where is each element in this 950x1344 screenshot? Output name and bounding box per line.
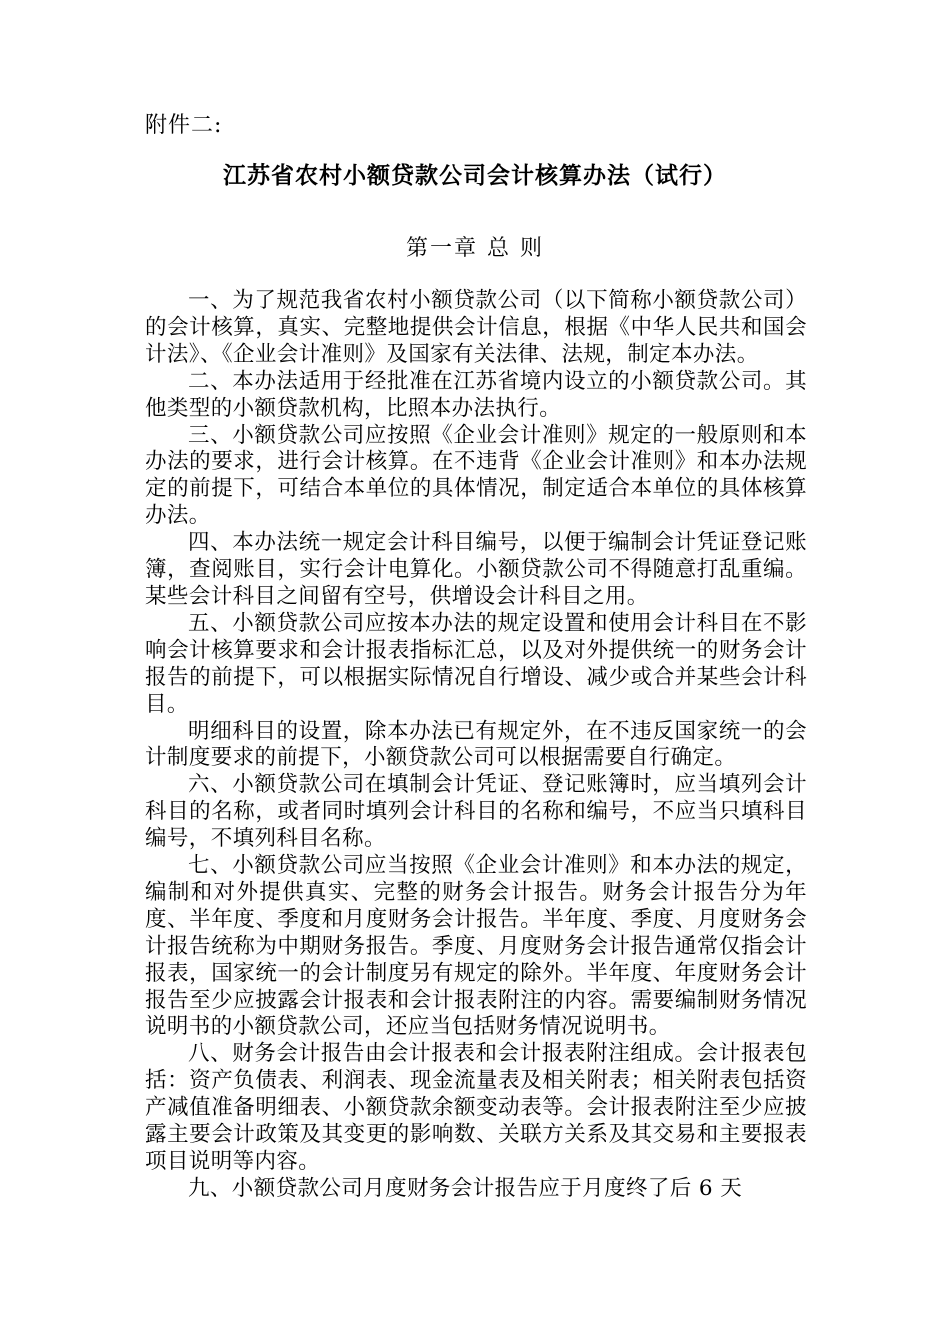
article-5-paragraph: 五、小额贷款公司应按本办法的规定设置和使用会计科目在不影响会计核算要求和会计报表指标汇总，以及对外提供统一的财务会计报告的前提下，可以根据实际情况自行增设、减少或合并某些会计科目。 — [145, 610, 807, 717]
article-1-paragraph: 一、为了规范我省农村小额贷款公司（以下简称小额贷款公司）的会计核算，真实、完整地提供会计信息，根据《中华人民共和国会计法》、《企业会计准则》及国家有关法律、法规，制定本办法。 — [145, 288, 807, 367]
article-8-paragraph: 八、财务会计报告由会计报表和会计报表附注组成。会计报表包括：资产负债表、利润表、现金流量表及相关附表；相关附表包括资产减值准备明细表、小额贷款余额变动表等。会计报表附注至少应披露主要会计政策及其变更的影响数、关联方关系及其交易和主要报表项目说明等内容。 — [145, 1041, 807, 1174]
article-3-paragraph: 三、小额贷款公司应按照《企业会计准则》规定的一般原则和本办法的要求，进行会计核算。在不违背《企业会计准则》和本办法规定的前提下，可结合本单位的具体情况，制定适合本单位的具体核算办法。 — [145, 422, 807, 529]
attachment-label: 附件二: — [145, 113, 223, 138]
article-6-paragraph: 六、小额贷款公司在填制会计凭证、登记账簿时，应当填列会计科目的名称，或者同时填列会计科目的名称和编号，不应当只填科目编号，不填列科目名称。 — [145, 772, 807, 852]
chapter-heading: 第一章 总 则 — [406, 236, 544, 261]
article-2-paragraph: 二、本办法适用于经批准在江苏省境内设立的小额贷款公司。其他类型的小额贷款机构，比照本办法执行。 — [145, 368, 807, 421]
article-7-paragraph: 七、小额贷款公司应当按照《企业会计准则》和本办法的规定，编制和对外提供真实、完整的财务会计报告。财务会计报告分为年度、半年度、季度和月度财务会计报告。半年度、季度、月度财务会计报告统称为中期财务报告。季度、月度财务会计报告通常仅指会计报表，国家统一的会计制度另有规定的除外。半年度、年度财务会计报告至少应披露会计报表和会计报表附注的内容。需要编制财务情况说明书的小额贷款公司，还应当包括财务情况说明书。 — [145, 853, 807, 1040]
article-5-detail-paragraph: 明细科目的设置，除本办法已有规定外，在不违反国家统一的会计制度要求的前提下，小额贷款公司可以根据需要自行确定。 — [145, 718, 807, 771]
article-9-paragraph: 九、小额贷款公司月度财务会计报告应于月度终了后 6 天 — [188, 1175, 743, 1201]
document-body — [145, 288, 807, 1203]
document-title: 江苏省农村小额贷款公司会计核算办法（试行） — [223, 163, 727, 189]
article-4-paragraph: 四、本办法统一规定会计科目编号，以便于编制会计凭证登记账簿，查阅账目，实行会计电算化。小额贷款公司不得随意打乱重编。某些会计科目之间留有空号，供增设会计科目之用。 — [145, 530, 807, 609]
